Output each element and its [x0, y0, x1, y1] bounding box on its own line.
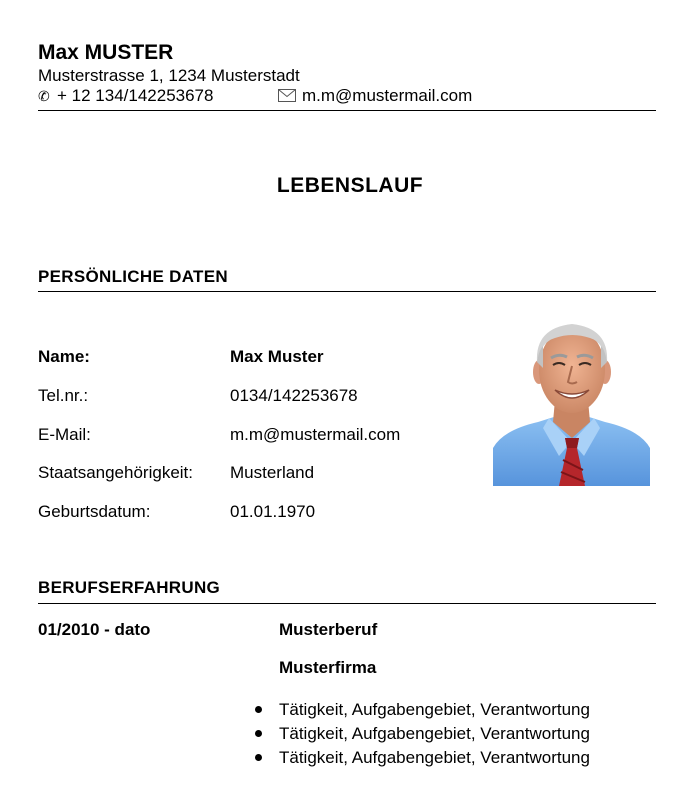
list-item	[255, 722, 590, 746]
bullet-icon	[255, 754, 262, 761]
info-label-name: Name:	[38, 347, 90, 366]
bullet-icon	[255, 730, 262, 737]
info-value-phone: 0134/142253678	[230, 386, 358, 405]
list-item	[255, 746, 590, 770]
task-text: Tätigkeit, Aufgabengebiet, Verantwortung	[279, 724, 590, 743]
header-phone: + 12 134/142253678	[57, 86, 214, 105]
section-heading-personal: PERSÖNLICHE DATEN	[38, 267, 228, 286]
task-text: Tätigkeit, Aufgabengebiet, Verantwortung	[279, 748, 590, 767]
info-value-name: Max Muster	[230, 347, 324, 366]
bullet-icon	[255, 706, 262, 713]
section-divider-experience	[38, 603, 656, 604]
info-value-email: m.m@mustermail.com	[230, 425, 401, 444]
header-email: m.m@mustermail.com	[302, 86, 473, 105]
experience-company: Musterfirma	[279, 658, 377, 677]
header-divider	[38, 110, 656, 111]
applicant-address: Musterstrasse 1, 1234 Musterstadt	[38, 66, 300, 85]
experience-date: 01/2010 - dato	[38, 620, 151, 639]
experience-position: Musterberuf	[279, 620, 378, 639]
contact-line	[38, 86, 656, 106]
document-title: LEBENSLAUF	[276, 174, 424, 197]
info-value-nationality: Musterland	[230, 463, 315, 482]
cv-header	[38, 40, 656, 106]
list-item	[255, 698, 590, 722]
applicant-name: Max MUSTER	[38, 41, 174, 64]
info-label-email: E-Mail:	[38, 425, 91, 444]
header-email-group	[278, 86, 472, 107]
task-text: Tätigkeit, Aufgabengebiet, Verantwortung	[279, 700, 590, 719]
section-divider-personal	[38, 291, 656, 292]
section-heading-experience: BERUFSERFAHRUNG	[38, 578, 221, 597]
info-value-birthdate: 01.01.1970	[230, 502, 316, 521]
phone-icon: ✆	[38, 88, 50, 104]
experience-task-list	[255, 698, 590, 770]
info-label-phone: Tel.nr.:	[38, 386, 89, 405]
applicant-photo	[493, 320, 650, 486]
info-label-birthdate: Geburtsdatum:	[38, 502, 151, 521]
envelope-icon	[278, 87, 296, 107]
info-label-nationality: Staatsangehörigkeit:	[38, 463, 193, 482]
